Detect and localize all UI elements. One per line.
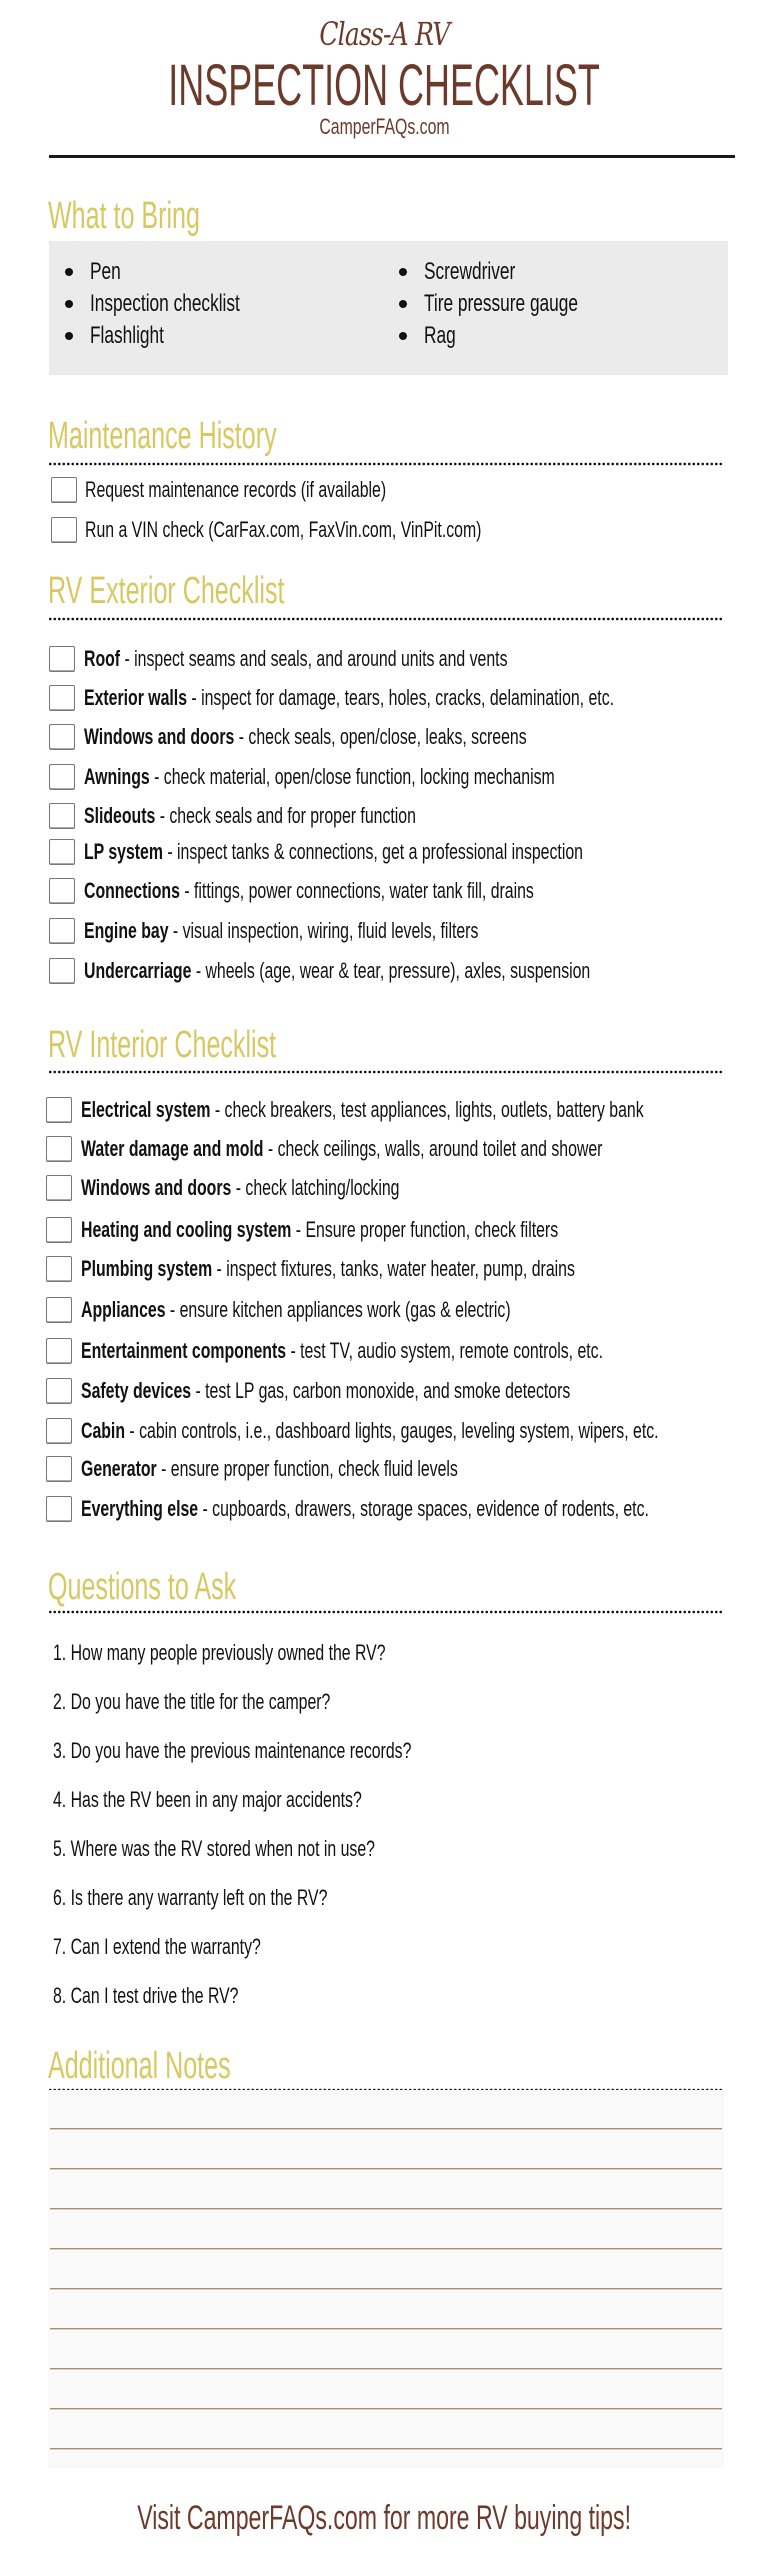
section-title-what-to-bring: What to Bring: [48, 195, 200, 237]
header-divider: [49, 155, 735, 158]
checkbox[interactable]: [49, 839, 75, 865]
script-title: Class-A RV: [318, 15, 450, 53]
page-title: INSPECTION CHECKLIST: [168, 53, 600, 118]
checkbox[interactable]: [46, 1456, 72, 1482]
checkbox[interactable]: [46, 1175, 72, 1201]
what-to-bring-box: Pen Inspection checklist Flashlight Screwdriver Tire pressure gauge Rag: [49, 241, 728, 375]
checkbox[interactable]: [49, 878, 75, 904]
section-title-interior-checklist: RV Interior Checklist: [48, 1024, 277, 1066]
note-line: [50, 2248, 722, 2250]
dotted-divider: [48, 1610, 723, 1614]
checklist-item: Heating and cooling system - Ensure proper function, check filters: [0, 1217, 768, 1247]
dotted-divider: [48, 462, 723, 466]
checklist-item: Electrical system - check breakers, test appliances, lights, outlets, battery bank: [0, 1097, 768, 1127]
checklist-item: LP system - inspect tanks & connections, get a professional inspection: [0, 839, 768, 869]
checkbox[interactable]: [46, 1418, 72, 1444]
checklist-item: Cabin - cabin controls, i.e., dashboard lights, gauges, leveling system, wipers, etc.: [0, 1418, 768, 1448]
question-item: 7. Can I extend the warranty?: [53, 1934, 261, 1959]
question-item: 5. Where was the RV stored when not in use?: [53, 1836, 375, 1861]
checkbox[interactable]: [46, 1097, 72, 1123]
bullet-icon: [65, 332, 73, 340]
note-line: [50, 2168, 722, 2170]
dotted-divider: [48, 617, 723, 621]
bullet-icon: [65, 268, 73, 276]
section-title-questions-to-ask: Questions to Ask: [48, 1566, 237, 1608]
checklist-item: Generator - ensure proper function, check fluid levels: [0, 1456, 768, 1486]
checkbox[interactable]: [49, 918, 75, 944]
checkbox[interactable]: [46, 1338, 72, 1364]
section-title-additional-notes: Additional Notes: [48, 2045, 231, 2087]
footer-link-text[interactable]: Visit CamperFAQs.com for more RV buying tips!: [137, 2499, 631, 2537]
bullet-icon: [399, 332, 407, 340]
note-line: [50, 2368, 722, 2370]
note-line: [50, 2288, 722, 2290]
checkbox[interactable]: [46, 1378, 72, 1404]
checklist-item: Windows and doors - check seals, open/close, leaks, screens: [0, 724, 768, 754]
checklist-item: Windows and doors - check latching/locking: [0, 1175, 768, 1205]
bullet-icon: [65, 300, 73, 308]
checkbox[interactable]: [46, 1496, 72, 1522]
section-title-exterior-checklist: RV Exterior Checklist: [48, 570, 285, 612]
note-line: [50, 2328, 722, 2330]
checkbox[interactable]: [46, 1217, 72, 1243]
checklist-item: Entertainment components - test TV, audio system, remote controls, etc.: [0, 1338, 768, 1368]
checkbox[interactable]: [49, 646, 75, 672]
checklist-item: Appliances - ensure kitchen appliances work (gas & electric): [0, 1297, 768, 1327]
checklist-item: Exterior walls - inspect for damage, tears, holes, cracks, delamination, etc.: [0, 685, 768, 715]
bullet-icon: [399, 268, 407, 276]
checklist-item: Roof - inspect seams and seals, and around units and vents: [0, 646, 768, 676]
checkbox[interactable]: [49, 764, 75, 790]
checklist-item: Water damage and mold - check ceilings, walls, around toilet and shower: [0, 1136, 768, 1166]
note-line: [50, 2408, 722, 2410]
checklist-item: Awnings - check material, open/close function, locking mechanism: [0, 764, 768, 794]
question-item: 1. How many people previously owned the RV?: [53, 1640, 386, 1665]
question-item: 2. Do you have the title for the camper?: [53, 1689, 331, 1714]
checklist-item: Request maintenance records (if available): [0, 477, 768, 507]
site-name: CamperFAQs.com: [318, 114, 450, 139]
checklist-item: Connections - fittings, power connections, water tank fill, drains: [0, 878, 768, 908]
note-line: [50, 2128, 722, 2130]
checklist-item: Safety devices - test LP gas, carbon monoxide, and smoke detectors: [0, 1378, 768, 1408]
dotted-divider: [48, 1070, 723, 1074]
checkbox[interactable]: [46, 1297, 72, 1323]
checkbox[interactable]: [49, 803, 75, 829]
checklist-item: Undercarriage - wheels (age, wear & tear, pressure), axles, suspension: [0, 958, 768, 988]
checkbox[interactable]: [46, 1136, 72, 1162]
question-item: 3. Do you have the previous maintenance records?: [53, 1738, 412, 1763]
notes-area[interactable]: [48, 2090, 724, 2468]
question-item: 6. Is there any warranty left on the RV?: [53, 1885, 328, 1910]
checklist-item: Plumbing system - inspect fixtures, tanks, water heater, pump, drains: [0, 1256, 768, 1286]
checkbox[interactable]: [51, 517, 77, 543]
section-title-maintenance-history: Maintenance History: [48, 415, 277, 457]
checklist-item: Slideouts - check seals and for proper function: [0, 803, 768, 833]
question-item: 4. Has the RV been in any major accidents?: [53, 1787, 362, 1812]
checkbox[interactable]: [49, 958, 75, 984]
checklist-item: Engine bay - visual inspection, wiring, fluid levels, filters: [0, 918, 768, 948]
checkbox[interactable]: [49, 724, 75, 750]
bullet-icon: [399, 300, 407, 308]
note-line: [50, 2448, 722, 2450]
checkbox[interactable]: [46, 1256, 72, 1282]
checkbox[interactable]: [51, 477, 77, 503]
checkbox[interactable]: [49, 685, 75, 711]
question-item: 8. Can I test drive the RV?: [53, 1983, 239, 2008]
checklist-item: Everything else - cupboards, drawers, storage spaces, evidence of rodents, etc.: [0, 1496, 768, 1526]
note-line: [50, 2208, 722, 2210]
checklist-item: Run a VIN check (CarFax.com, FaxVin.com, VinPit.com): [0, 517, 768, 547]
